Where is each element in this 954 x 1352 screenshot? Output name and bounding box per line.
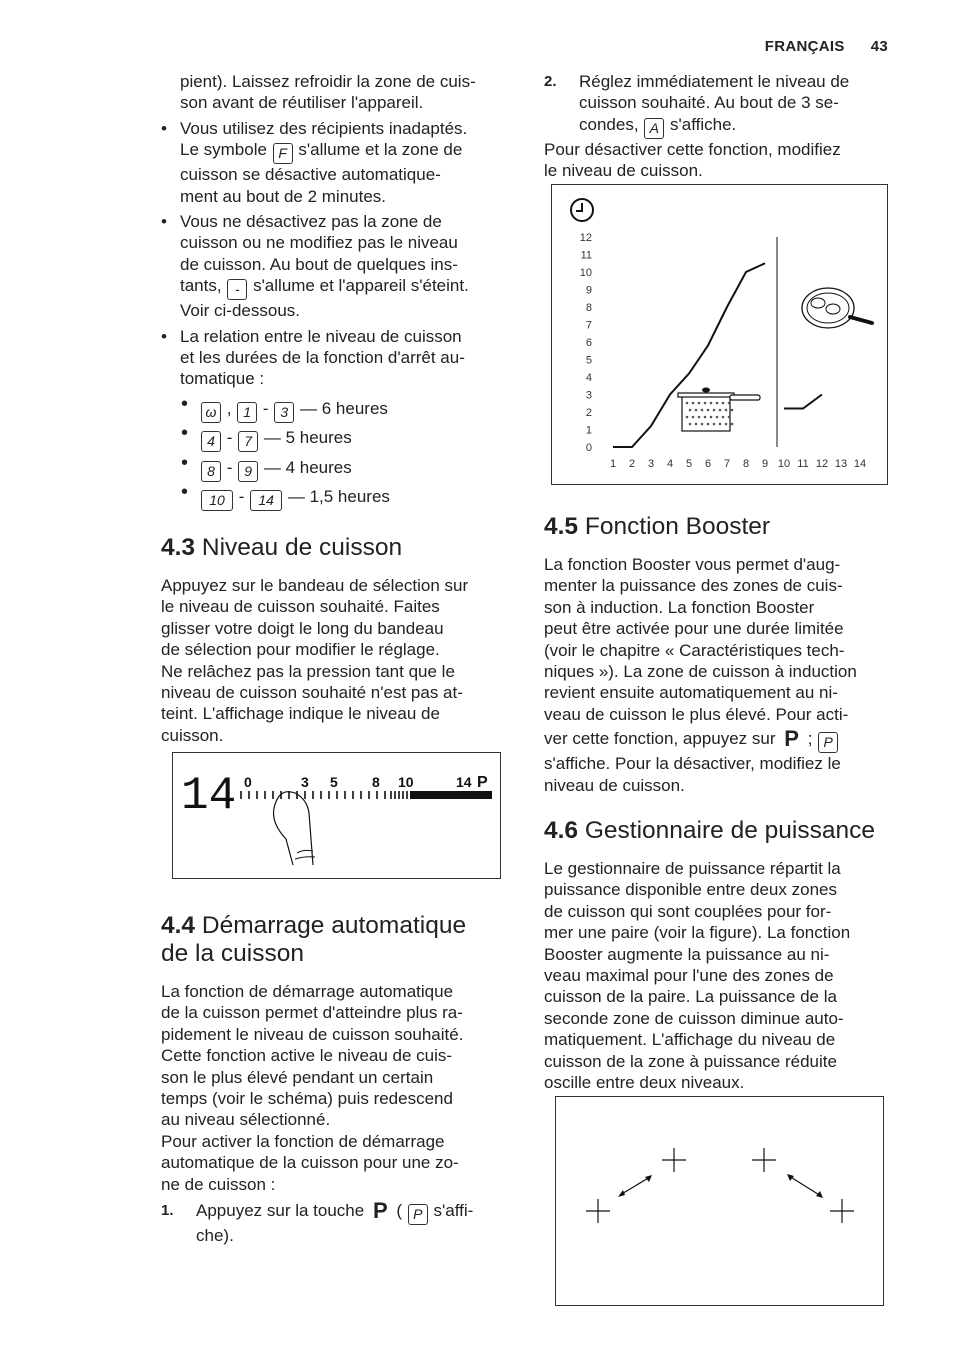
chart-svg: [552, 185, 887, 484]
text-line: Cette fonction active le niveau de cuis-: [161, 1046, 453, 1066]
text-line: automatique de la cuisson pour une zo-: [161, 1153, 459, 1173]
right-column: [544, 71, 896, 182]
slider-label: P: [477, 774, 488, 791]
text-line: Voir ci-dessous.: [180, 301, 300, 321]
text-line: Vous ne désactivez pas la zone de: [180, 212, 442, 232]
text-line: Pour désactiver cette fonction, modifiez: [544, 139, 841, 159]
text-line: peut être activée pour une durée limitée: [544, 619, 844, 639]
text-line: oscille entre deux niveaux.: [544, 1073, 745, 1093]
y-tick-label: 5: [585, 354, 592, 367]
text-line: Appuyez sur la touche: [196, 1201, 365, 1221]
x-tick-label: 13: [834, 458, 848, 470]
text-line: s'allume et l'appareil s'éteint.: [253, 276, 469, 296]
section-title: Niveau de cuisson: [201, 534, 403, 561]
text-line: La fonction Booster vous permet d'aug-: [544, 555, 841, 574]
x-tick-label: 14: [853, 458, 867, 470]
text-line: La relation entre le niveau de cuisson: [180, 326, 462, 346]
symbol-a-icon: A: [644, 118, 664, 139]
symbol-dash-icon: -: [227, 279, 247, 300]
slider-label: 0: [244, 774, 252, 790]
text-line: cuisson se désactive automatique-: [180, 165, 441, 185]
text-line: revient ensuite automatiquement au ni-: [544, 683, 838, 703]
text-line: [544, 728, 896, 753]
text-line: cuisson de la zone à puissance réduite: [544, 1051, 837, 1071]
text-line: s'affi-: [433, 1201, 474, 1221]
symbol-icon: 4: [201, 431, 221, 452]
text-line: niques »). La zone de cuisson à induction: [544, 662, 857, 682]
y-tick-label: 4: [585, 372, 592, 384]
p-key-icon: P: [784, 726, 799, 752]
symbol-icon: 14: [250, 490, 282, 511]
y-tick-label: 8: [585, 302, 592, 314]
text-line: son à induction. La fonction Booster: [544, 597, 815, 617]
symbol-f-icon: F: [273, 143, 293, 164]
text-line: de la cuisson permet d'atteindre plus ra-: [161, 1003, 463, 1023]
y-tick-label: 9: [585, 284, 592, 297]
x-tick-label: 6: [704, 458, 712, 470]
text-line: veau maximal pour l'une des zones de: [544, 966, 834, 986]
text-line: et les durées de la fonction d'arrêt au-: [180, 348, 465, 368]
slider-display: 14: [181, 770, 237, 822]
y-tick-label: 2: [585, 407, 592, 419]
slider-label: 5: [330, 774, 338, 790]
x-tick-label: 1: [609, 458, 617, 470]
clock-icon: [571, 199, 593, 221]
slider-label: 10: [398, 774, 414, 790]
section-heading-4-4: [161, 912, 466, 968]
duration-text: — 1,5 heures: [287, 487, 390, 507]
text-line: condes,: [579, 114, 639, 134]
symbol-icon: 1: [237, 402, 257, 423]
symbol-icon: 9: [238, 461, 258, 482]
slider-diagram: [173, 753, 500, 878]
text-line: pient). Laissez refroidir la zone de cuis-: [180, 72, 476, 91]
x-tick-label: 9: [761, 458, 769, 470]
header-language: FRANÇAIS: [764, 38, 845, 55]
x-tick-label: 7: [723, 458, 731, 470]
y-tick-label: 6: [585, 337, 592, 349]
text-line: (: [396, 1201, 403, 1221]
power-manager-figure: [555, 1096, 884, 1306]
cooking-zone-cross-icon: [830, 1199, 854, 1223]
section-title: Fonction Booster: [584, 513, 771, 540]
duration-list: [161, 394, 511, 512]
text-line: son le plus élevé pendant un certain: [161, 1067, 434, 1087]
text-line: cuisson de la paire. La puissance de la: [544, 987, 837, 1007]
series-line: [784, 395, 822, 409]
symbol-icon: 8: [201, 461, 221, 482]
section-number: 4.6: [544, 817, 579, 844]
step-number: 1.: [161, 1202, 174, 1220]
cooking-zone-cross-icon: [662, 1148, 686, 1172]
pot-icon: [678, 388, 760, 432]
text-line: veau de cuisson le plus élevé. Pour acti-: [544, 704, 849, 724]
text-line: Le gestionnaire de puissance répartit la: [544, 859, 841, 878]
pair-arrow: [620, 1177, 650, 1195]
sub-bullet: • 4 - 7 — 5 heures: [161, 423, 511, 453]
x-tick-label: 5: [685, 458, 693, 470]
p-key-icon: P: [372, 1198, 388, 1224]
text-line: Vous utilisez des récipients inadaptés.: [180, 118, 468, 138]
pan-icon: [802, 288, 872, 328]
y-tick-label: 3: [585, 389, 592, 402]
step-2: [544, 71, 896, 139]
text-line: Ne relâchez pas la pression tant que le: [161, 661, 455, 681]
slider-figure: [172, 752, 501, 879]
left-column: [161, 71, 511, 512]
step-number: 2.: [544, 73, 557, 90]
text-line: niveau de cuisson souhaité n'est pas at-: [161, 683, 463, 703]
text-line: Appuyez sur le bandeau de sélection sur: [161, 576, 469, 595]
symbol-icon: 7: [238, 431, 258, 452]
text-line: son avant de réutiliser l'appareil.: [180, 93, 424, 113]
x-tick-label: 8: [742, 458, 750, 470]
text-line: cuisson ou ne modifiez pas le niveau: [180, 233, 458, 253]
y-tick-label: 11: [580, 249, 592, 262]
slider-fill: [410, 791, 492, 799]
y-tick-label: 12: [579, 232, 592, 244]
slider-label: 8: [372, 774, 380, 790]
text-line: s'allume et la zone de: [298, 140, 463, 160]
text-line: (voir le chapitre « Caractéristiques tech-: [544, 640, 845, 660]
text-line: glisser votre doigt le long du bandeau: [161, 618, 444, 638]
duration-text: — 5 heures: [263, 428, 352, 448]
text-line: tomatique :: [180, 369, 265, 389]
x-tick-label: 10: [777, 458, 791, 470]
text-line: ne de cuisson :: [161, 1174, 276, 1194]
text-line: de cuisson qui sont couplées pour for-: [544, 901, 832, 921]
continued-paragraph: [161, 71, 511, 114]
step-1: [161, 1200, 513, 1246]
section-number: 4.4: [161, 912, 196, 939]
x-tick-label: 2: [628, 458, 636, 470]
section-heading-4-5: [544, 513, 770, 541]
y-tick-label: 7: [585, 319, 592, 332]
pair-arrow: [789, 1176, 821, 1196]
slider-ticks: [241, 791, 407, 799]
text-line: seconde zone de cuisson diminue auto-: [544, 1008, 844, 1028]
sub-bullet: • 10 - 14 — 1,5 heures: [161, 482, 511, 512]
page-header: [739, 38, 888, 55]
page-number: 43: [870, 38, 888, 55]
symbol-icon: 10: [201, 490, 233, 511]
paragraph-4-6: [544, 858, 896, 1093]
text-line: Réglez immédiatement le niveau de: [579, 72, 850, 91]
text-line: ver cette fonction, appuyez sur: [544, 729, 776, 749]
symbol-p-icon: P: [408, 1204, 428, 1225]
x-tick-label: 11: [797, 458, 809, 470]
text-line: Pour activer la fonction de démarrage: [161, 1131, 445, 1151]
text-line: menter la puissance des zones de cuis-: [544, 576, 843, 596]
sub-bullet: • 8 - 9 — 4 heures: [161, 453, 511, 483]
text-line: La fonction de démarrage automatique: [161, 982, 454, 1001]
paragraph-4-4: [161, 981, 513, 1246]
text-line: teint. L'affichage indique le niveau de: [161, 704, 440, 724]
section-number: 4.5: [544, 513, 579, 540]
bullet-item: [161, 211, 511, 322]
cooking-zone-cross-icon: [586, 1199, 610, 1223]
section-title: de la cuisson: [161, 940, 305, 967]
text-line: Le symbole: [180, 140, 267, 160]
finger-icon: [274, 792, 314, 865]
power-diagram: [556, 1097, 883, 1305]
section-heading-4-6: [544, 817, 875, 845]
section-title: Gestionnaire de puissance: [584, 817, 875, 844]
symbol-icon: ω: [201, 402, 221, 423]
paragraph-4-3: [161, 575, 513, 746]
text-line: temps (voir le schéma) puis redescend: [161, 1089, 453, 1109]
text-line: cuisson souhaité. Au bout de 3 se-: [579, 93, 839, 113]
duration-text: — 6 heures: [300, 398, 388, 418]
section-heading-4-3: [161, 534, 402, 562]
y-tick-label: 10: [579, 267, 592, 279]
slider-label: 14: [456, 774, 472, 790]
y-tick-label: 1: [585, 424, 592, 437]
text-line: ment au bout de 2 minutes.: [180, 186, 387, 206]
text-line: au niveau sélectionné.: [161, 1110, 331, 1130]
text-line: de cuisson. Au bout de quelques ins-: [180, 254, 458, 274]
text-line: de sélection pour modifier le réglage.: [161, 640, 440, 660]
section-number: 4.3: [161, 534, 196, 561]
bullet-item: [161, 118, 511, 207]
duration-text: — 4 heures: [263, 457, 352, 477]
section-title: Démarrage automatique: [201, 912, 467, 939]
paragraph-4-5: [544, 554, 896, 796]
text-line: puissance disponible entre deux zones: [544, 880, 837, 900]
symbol-p-icon: P: [818, 732, 838, 753]
text-line: Booster augmente la puissance au ni-: [544, 944, 830, 964]
text-line: niveau de cuisson.: [544, 775, 685, 795]
symbol-icon: 3: [274, 402, 294, 423]
text-line: ;: [807, 729, 813, 749]
text-line: le niveau de cuisson souhaité. Faites: [161, 597, 440, 617]
x-tick-label: 3: [647, 458, 655, 470]
text-line: mer une paire (voir la figure). La fonction: [544, 923, 851, 943]
bullet-item: [161, 326, 511, 390]
text-line: che).: [196, 1226, 234, 1246]
y-tick-label: 0: [585, 442, 592, 454]
sub-bullet: • ω , 1 - 3 — 6 heures: [161, 394, 511, 424]
text-line: cuisson.: [161, 725, 224, 745]
x-tick-label: 12: [815, 458, 829, 470]
text-line: s'affiche.: [670, 114, 737, 134]
text-line: pidement le niveau de cuisson souhaité.: [161, 1024, 464, 1044]
text-line: le niveau de cuisson.: [544, 161, 703, 181]
auto-heat-chart: [551, 184, 888, 485]
text-line: matiquement. L'affichage du niveau de: [544, 1030, 836, 1050]
cooking-zone-cross-icon: [752, 1148, 776, 1172]
x-tick-label: 4: [666, 458, 674, 470]
slider-label: 3: [301, 774, 309, 790]
text-line: tants,: [180, 276, 222, 296]
text-line: s'affiche. Pour la désactiver, modifiez le: [544, 754, 841, 774]
